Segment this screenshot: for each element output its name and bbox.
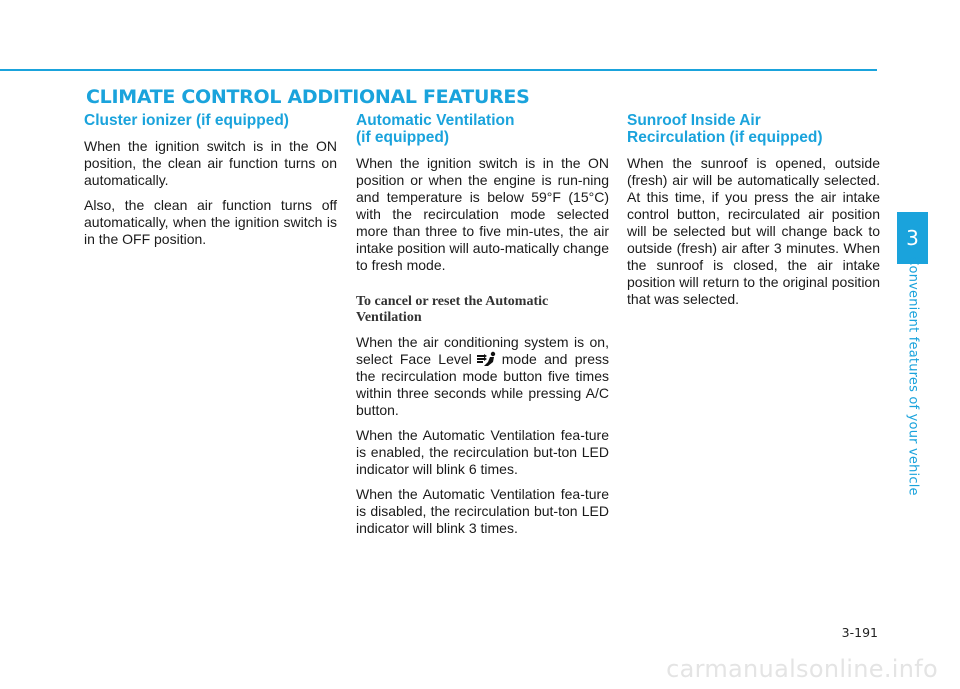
page-title: CLIMATE CONTROL ADDITIONAL FEATURES	[86, 86, 530, 108]
sunroof-heading-line1: Sunroof Inside Air	[627, 112, 761, 129]
sunroof-heading	[627, 112, 880, 146]
top-rule	[0, 69, 877, 71]
chapter-tab: 3	[897, 212, 928, 264]
cluster-ionizer-heading: Cluster ionizer (if equipped)	[84, 112, 289, 129]
page-number: 3-191	[841, 625, 878, 640]
automatic-ventilation-paragraph-3: When the Automatic Ventilation fea-ture is enabled, the recirculation but-ton LED indicator will blink 6 times.	[356, 427, 609, 477]
column-cluster-ionizer	[84, 112, 337, 256]
sunroof-heading-line2: Recirculation (if equipped)	[627, 129, 823, 146]
automatic-ventilation-heading	[356, 112, 609, 146]
cancel-instruction-start: When the air conditioning system is on, select Face Level	[356, 334, 609, 367]
face-level-mode-icon	[476, 351, 498, 367]
cluster-ionizer-paragraph-2: Also, the clean air function turns off automatically, when the ignition switch is in the OFF position.	[84, 197, 337, 247]
automatic-ventilation-heading-line1: Automatic Ventilation	[356, 112, 515, 129]
column-sunroof-recirculation	[627, 112, 880, 316]
sunroof-paragraph-1: When the sunroof is opened, outside (fresh) air will be automatically selected. At this time, if you press the air intake control button, recirculated air position will be selected but will change back to outside (fresh) air after 3 minutes. When the sunroof is closed, the air intake position will return to the original position that was selected.	[627, 155, 880, 307]
automatic-ventilation-paragraph-2	[356, 334, 609, 419]
watermark: carmanualsonline.info	[666, 655, 938, 683]
cluster-ionizer-paragraph-1: When the ignition switch is in the ON position, the clean air function turns on automatically.	[84, 138, 337, 188]
cancel-instruction-end: mode and press the recirculation mode button five times within three seconds while pressing A/C button.	[356, 351, 609, 418]
automatic-ventilation-paragraph-4: When the Automatic Ventilation fea-ture is disabled, the recirculation but-ton LED indicator will blink 3 times.	[356, 486, 609, 536]
cancel-reset-subheading: To cancel or reset the Automatic Ventilation	[356, 294, 549, 325]
chapter-side-label: Convenient features of your vehicle	[905, 256, 921, 496]
automatic-ventilation-heading-line2: (if equipped)	[356, 129, 449, 146]
automatic-ventilation-paragraph-1: When the ignition switch is in the ON position or when the engine is run-ning and temperature is below 59°F (15°C) with the recirculation mode selected more than three to five min-utes, the air intake position will auto-matically change to fresh mode.	[356, 155, 609, 273]
column-automatic-ventilation	[356, 112, 609, 545]
